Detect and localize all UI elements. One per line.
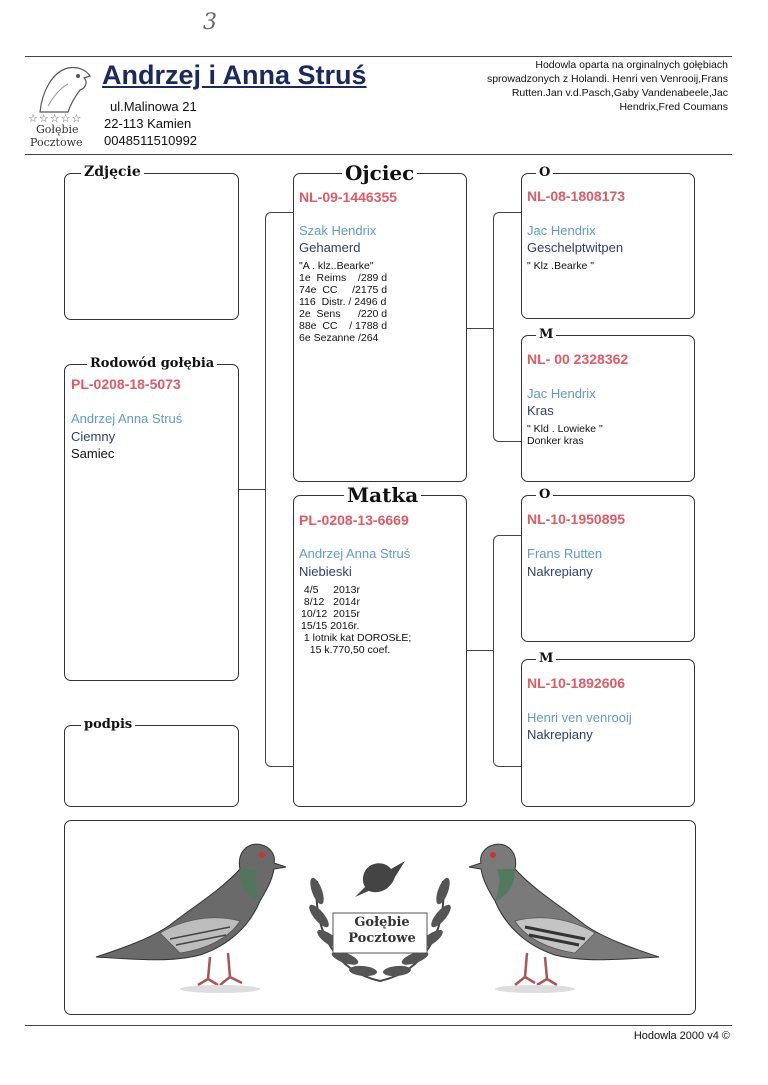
signature-box-label: podpis (81, 717, 135, 732)
pedigree-box (64, 356, 239, 681)
illustration-panel (64, 820, 696, 1015)
header-top-rule (25, 56, 732, 57)
paternal-grandmother-name: Kras (527, 403, 554, 418)
paternal-grandmother-breeder: Jac Hendrix (527, 386, 596, 401)
connector-stem-father (467, 328, 493, 329)
connector-stem-mother (467, 650, 493, 651)
logo-text-line2: Pocztowe (30, 136, 83, 149)
connector-bracket-parents (265, 212, 294, 767)
page-number: 3 (203, 10, 217, 35)
paternal-grandfather-name: Geschelptwitpen (527, 240, 624, 255)
maternal-grandfather-name: Nakrepiany (527, 564, 593, 579)
paternal-grandfather-notes: " Klz .Bearke " (527, 260, 594, 272)
paternal-grandfather-breeder: Jac Hendrix (527, 223, 596, 238)
father-notes: "A . klz..Bearke" 1e Reims /289 d 74e CC /2175 d 116 Distr. / 2496 d 2e Sens /220 d 88e CC / 1788 d 6e Sezanne /264 (299, 260, 388, 344)
footer-rule (25, 1025, 732, 1026)
maternal-grandfather-breeder: Frans Rutten (527, 546, 603, 561)
maternal-grandmother-breeder: Henri ven venrooij (527, 710, 632, 725)
breeder-title: Andrzej i Anna Struś (102, 60, 367, 90)
father-label: Ojciec (342, 161, 417, 185)
maternal-grandfather-ring: NL-10-1950895 (527, 511, 626, 527)
paternal-grandmother-ring: NL- 00 2328362 (527, 351, 629, 367)
pigeon-breeder: Andrzej Anna Struś (71, 411, 183, 426)
father-name: Gehamerd (299, 240, 361, 255)
mother-notes: 4/5 2013r 8/12 2014r 10/12 2015r 15/15 2016r. 1 lotnik kat DOROSŁE; 15 k.770,50 coef. (301, 584, 412, 656)
mother-ring-number: PL-0208-13-6669 (299, 512, 409, 528)
mother-label: Matka (344, 483, 421, 507)
photo-box (64, 164, 239, 320)
maternal-grandfather-box (521, 487, 695, 642)
paternal-grandmother-notes: " Kld . Lowieke " Donker kras (527, 423, 603, 447)
photo-box-label: Zdjęcie (81, 164, 144, 180)
paternal-grandfather-box (521, 165, 695, 319)
address-city: 22-113 Kamien (104, 116, 192, 131)
pigeon-ring-number: PL-0208-18-5073 (71, 376, 181, 392)
maternal-grandmother-box (521, 651, 695, 807)
breeding-origin-text: Hodowla oparta na orginalnych gołębiach sprowadzonych z Holandi. Henri ven Venrooij,Frans Rutten.Jan v.d.Pasch,Gaby Vandenabeele,Jac Hendrix,Fred Coumans (486, 59, 728, 113)
connector-stem-parents (239, 489, 265, 490)
logo-stars: ☆☆☆☆☆ (28, 113, 83, 125)
pigeon-name: Ciemny (71, 429, 116, 444)
pedigree-box-label: Rodowód gołębia (87, 356, 217, 371)
mother-breeder: Andrzej Anna Struś (299, 546, 411, 561)
maternal-grandfather-label: O (536, 487, 553, 502)
father-ring-number: NL-09-1446355 (299, 189, 398, 205)
paternal-grandmother-box (521, 327, 695, 482)
header-bottom-rule (25, 154, 732, 155)
paternal-grandmother-label: M (536, 327, 556, 342)
phone-number: 0048511510992 (104, 133, 198, 148)
pigeon-head-icon (34, 62, 96, 114)
logo-text-line1: Gołębie (36, 123, 79, 136)
breeder-logo (28, 62, 98, 152)
pigeon-sex: Samiec (71, 446, 115, 461)
mother-box (293, 483, 467, 807)
maternal-grandmother-name: Nakrepiany (527, 727, 593, 742)
paternal-grandfather-ring: NL-08-1808173 (527, 188, 626, 204)
connector-bracket-mother (493, 535, 522, 767)
father-box (293, 161, 467, 482)
pigeon-left-illustration (90, 829, 290, 1009)
signature-box (64, 717, 239, 807)
mother-name: Niebieski (299, 564, 352, 579)
address-street: ul.Malinowa 21 (110, 99, 197, 114)
emblem-text-line2: Pocztowe (348, 931, 416, 946)
emblem-text-line1: Gołębie (354, 915, 410, 930)
father-breeder: Szak Hendrix (299, 223, 377, 238)
footer-text: Hodowla 2000 v4 © (633, 1030, 730, 1042)
paternal-grandfather-label: O (536, 165, 553, 180)
maternal-grandmother-ring: NL-10-1892606 (527, 675, 626, 691)
pigeon-right-illustration (465, 829, 665, 1009)
maternal-grandmother-label: M (536, 651, 556, 666)
connector-bracket-father (493, 212, 522, 442)
